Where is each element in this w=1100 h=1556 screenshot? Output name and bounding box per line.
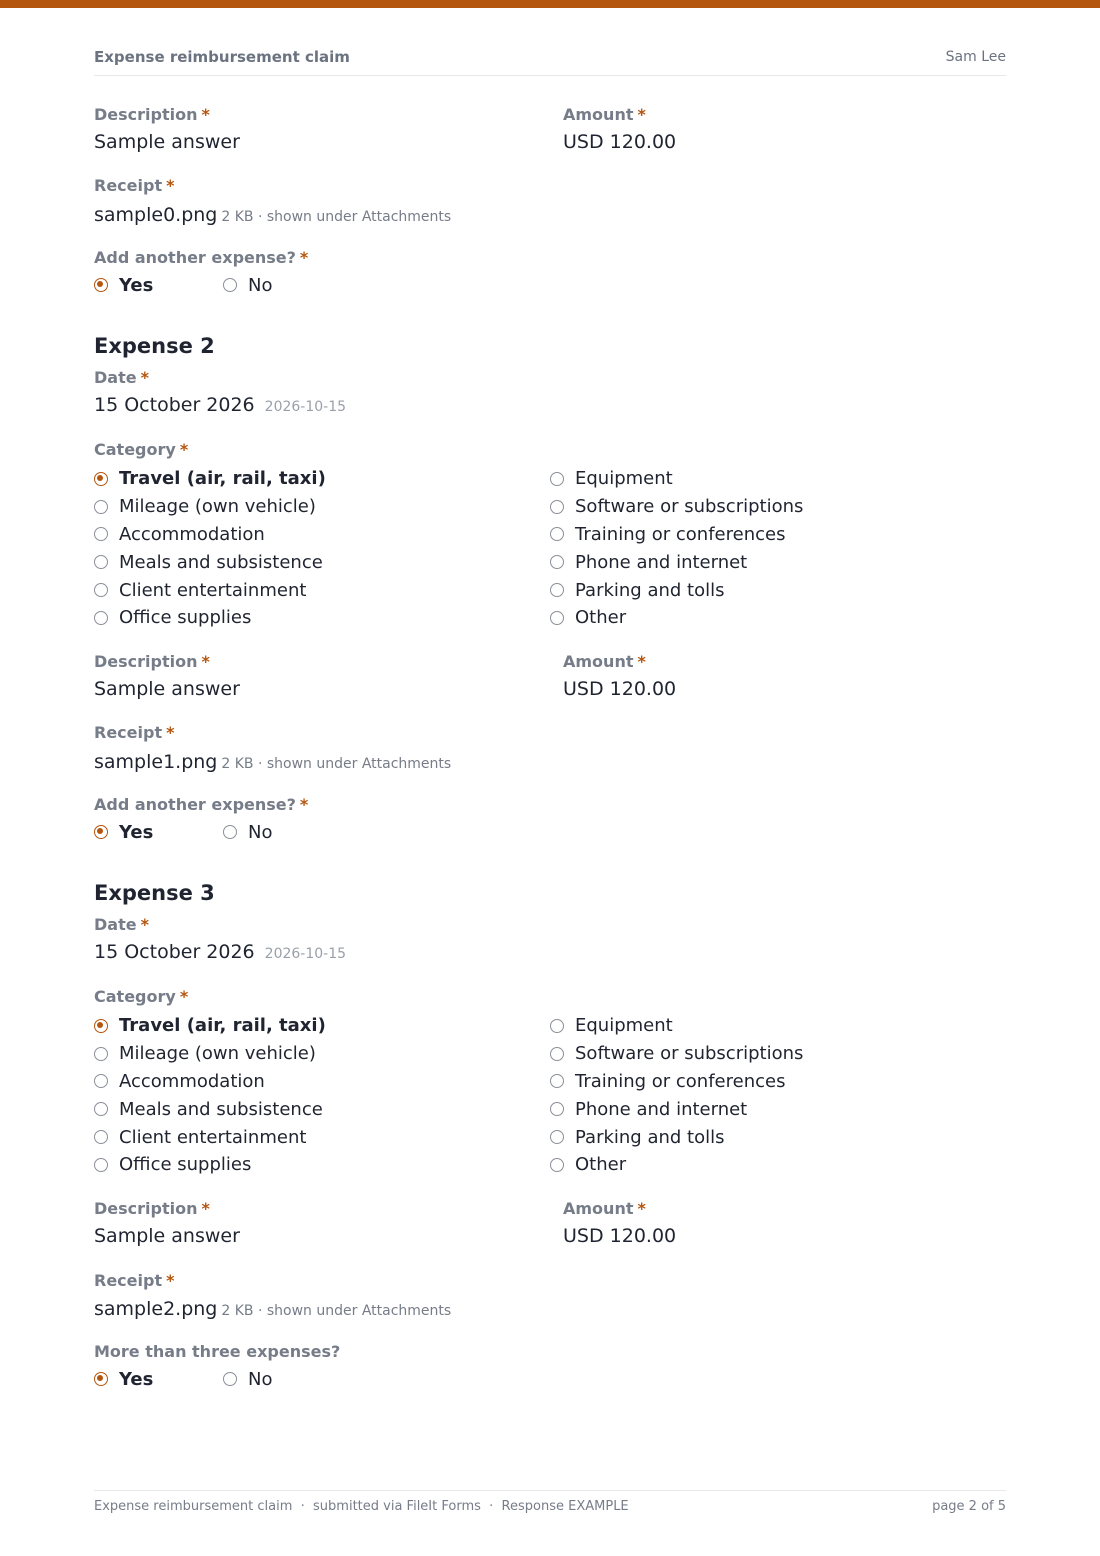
amount-value: USD 120.00 [563,1225,677,1247]
required-mark: * [166,1271,175,1290]
category-option[interactable]: Equipment [550,1012,803,1040]
receipt-file [94,1298,451,1320]
receipt-label: Receipt * [94,1271,175,1290]
category-option[interactable]: Meals and subsistence [94,1095,326,1123]
required-mark: * [299,795,309,814]
form-title: Expense reimbursement claim [94,48,350,66]
description-label: Description * [94,1199,210,1218]
radio-selected-icon [94,1019,108,1033]
category-option[interactable]: Training or conferences [550,521,803,549]
radio-empty-icon [94,1047,108,1061]
radio-empty-icon [550,1158,564,1172]
add-another-no-radio[interactable]: No [223,273,272,297]
radio-empty-icon [94,1130,108,1144]
category-option[interactable]: Other [550,1151,803,1179]
required-mark: * [299,248,309,267]
required-mark: * [201,1199,210,1218]
amount-label: Amount * [563,1199,646,1218]
expense-3-heading: Expense 3 [94,881,215,905]
radio-empty-icon [550,1074,564,1088]
category-option[interactable]: Software or subscriptions [550,493,803,521]
category-label: Category * [94,987,189,1006]
respondent-name: Sam Lee [945,49,1006,65]
add-another-yes-radio[interactable]: Yes [94,273,153,297]
category-options-left [94,465,326,632]
description-label: Description * [94,652,210,671]
radio-empty-icon [223,825,237,839]
category-label: Category * [94,440,189,459]
required-mark: * [201,652,210,671]
more-expenses-yes-radio[interactable]: Yes [94,1367,153,1391]
amount-label: Amount * [563,105,646,124]
receipt-filename[interactable]: sample2.png [94,1298,218,1320]
date-value: 15 October 2026 2026-10-15 [94,941,347,963]
category-option[interactable]: Travel (air, rail, taxi) [94,1012,326,1040]
radio-empty-icon [550,1130,564,1144]
category-option[interactable]: Accommodation [94,1068,326,1096]
radio-empty-icon [94,1102,108,1116]
page-footer [94,1490,1006,1521]
required-mark: * [201,105,210,124]
required-mark: * [179,440,189,459]
date-label: Date * [94,368,149,387]
radio-empty-icon [550,472,564,486]
radio-empty-icon [550,500,564,514]
radio-selected-icon [94,1372,108,1386]
receipt-filename[interactable]: sample0.png [94,204,218,226]
category-option[interactable]: Office supplies [94,604,326,632]
page-header [94,48,1006,76]
description-label: Description * [94,105,210,124]
radio-empty-icon [550,611,564,625]
radio-empty-icon [223,1372,237,1386]
more-expenses-label: More than three expenses? [94,1342,341,1361]
add-another-label: Add another expense? * [94,795,309,814]
date-label: Date * [94,915,149,934]
receipt-filename[interactable]: sample1.png [94,751,218,773]
required-mark: * [637,1199,646,1218]
category-option[interactable]: Office supplies [94,1151,326,1179]
radio-empty-icon [550,1047,564,1061]
category-option[interactable]: Travel (air, rail, taxi) [94,465,326,493]
required-mark: * [166,176,175,195]
receipt-meta: 2 KB · shown under Attachments [221,209,452,225]
receipt-label: Receipt * [94,723,175,742]
date-value: 15 October 2026 2026-10-15 [94,394,347,416]
category-options-left [94,1012,326,1179]
receipt-file [94,204,451,226]
radio-empty-icon [94,1158,108,1172]
category-option[interactable]: Other [550,604,803,632]
amount-label: Amount * [563,652,646,671]
category-option[interactable]: Accommodation [94,521,326,549]
description-value: Sample answer [94,678,240,700]
category-option[interactable]: Mileage (own vehicle) [94,493,326,521]
radio-empty-icon [94,583,108,597]
receipt-file [94,751,451,773]
category-option[interactable]: Parking and tolls [550,576,803,604]
category-option[interactable]: Meals and subsistence [94,548,326,576]
amount-value: USD 120.00 [563,678,677,700]
category-option[interactable]: Software or subscriptions [550,1040,803,1068]
radio-empty-icon [94,500,108,514]
footer-info: Expense reimbursement claim · submitted via FileIt Forms · Response EXAMPLE [94,1499,629,1514]
radio-empty-icon [550,583,564,597]
radio-empty-icon [94,555,108,569]
radio-selected-icon [94,825,108,839]
add-another-no-radio[interactable]: No [223,820,272,844]
radio-empty-icon [94,527,108,541]
more-expenses-no-radio[interactable]: No [223,1367,272,1391]
category-options-right [550,1012,803,1179]
radio-empty-icon [94,611,108,625]
description-value: Sample answer [94,131,240,153]
receipt-meta: 2 KB · shown under Attachments [221,756,452,772]
add-another-yes-radio[interactable]: Yes [94,820,153,844]
radio-empty-icon [94,1074,108,1088]
category-option[interactable]: Parking and tolls [550,1123,803,1151]
required-mark: * [140,915,149,934]
radio-empty-icon [550,527,564,541]
category-option[interactable]: Client entertainment [94,576,326,604]
radio-empty-icon [223,278,237,292]
required-mark: * [637,652,646,671]
description-value: Sample answer [94,1225,240,1247]
category-option[interactable]: Phone and internet [550,548,803,576]
amount-value: USD 120.00 [563,131,677,153]
radio-selected-icon [94,278,108,292]
radio-empty-icon [550,1102,564,1116]
category-options-right [550,465,803,632]
date-iso: 2026-10-15 [264,399,347,415]
required-mark: * [637,105,646,124]
radio-selected-icon [94,472,108,486]
required-mark: * [166,723,175,742]
category-option[interactable]: Equipment [550,465,803,493]
receipt-label: Receipt * [94,176,175,195]
category-option[interactable]: Training or conferences [550,1068,803,1096]
required-mark: * [140,368,149,387]
accent-bar [0,0,1100,8]
expense-2-heading: Expense 2 [94,334,215,358]
radio-empty-icon [550,1019,564,1033]
category-option[interactable]: Phone and internet [550,1095,803,1123]
category-option[interactable]: Mileage (own vehicle) [94,1040,326,1068]
date-iso: 2026-10-15 [264,946,347,962]
page-number: page 2 of 5 [932,1499,1006,1514]
category-option[interactable]: Client entertainment [94,1123,326,1151]
required-mark: * [179,987,189,1006]
receipt-meta: 2 KB · shown under Attachments [221,1303,452,1319]
add-another-label: Add another expense? * [94,248,309,267]
radio-empty-icon [550,555,564,569]
